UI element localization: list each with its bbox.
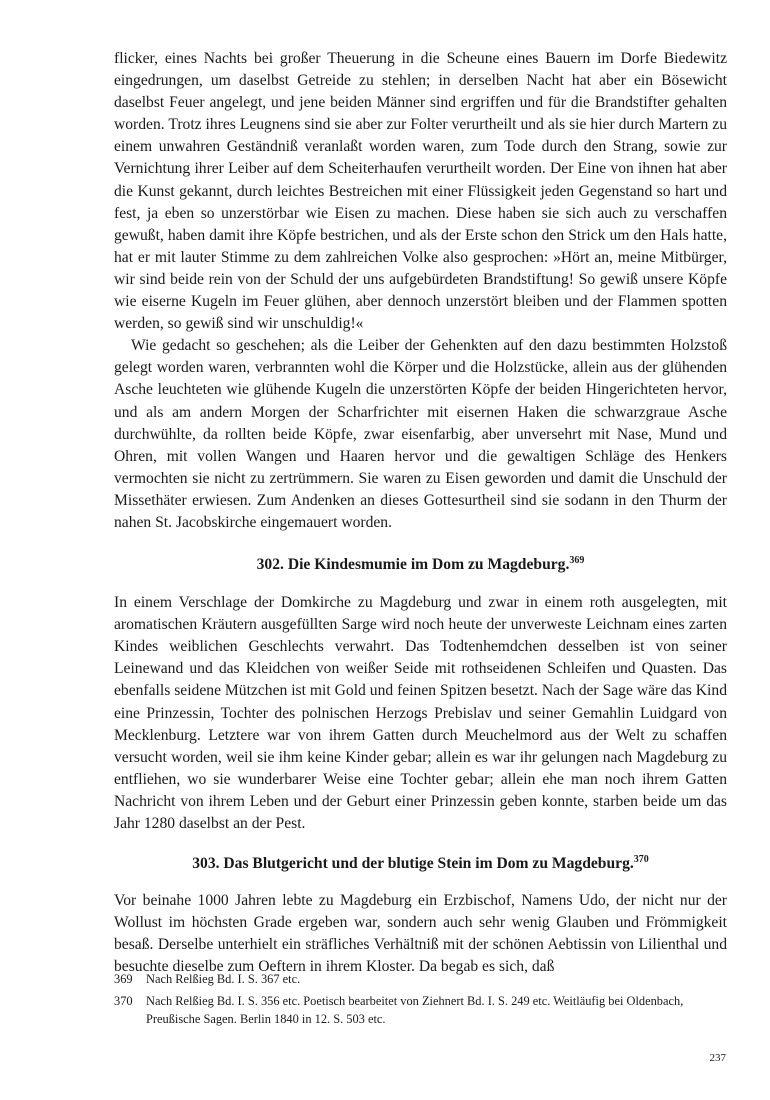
- paragraph-continuation: flicker, eines Nachts bei großer Theuerung in die Scheune eines Bauern im Dorfe Biedewitz eingedrungen, um daselbst Getreide zu stehlen; in derselben Nacht hat aber ein Bösewicht daselbst Feuer angelegt, und jene beiden Männer sind ergriffen und für die Brandstifter gehalten worden. Trotz ihres Leugnens sind sie aber zur Folter verurtheilt und als sie hier durch Martern zu einem unwahren Geständniß veranlaßt worden waren, zum Tode durch den Strang, sowie zur Vernichtung ihrer Leiber auf dem Scheiterhaufen verurtheilt worden. Der Eine von ihnen hat aber die Kunst gekannt, durch leichtes Bestreichen mit einer Flüssigkeit jeden Gegenstand so hart und fest, ja eben so unzerstörbar wie Eisen zu machen. Diese haben sie sich auch zu verschaffen gewußt, haben damit ihre Köpfe bestrichen, und als der Erste schon den Strick um den Hals hatte, hat er mit lauter Stimme zu dem zahlreichen Volke also gesprochen: »Hört an, meine Mitbürger, wir sind beide rein von der Schuld der uns aufgebürdeten Brandstiftung! So gewiß unsere Köpfe wie eiserne Kugeln im Feuer glühen, aber dennoch unzerstört bleiben und der Flammen spotten werden, so gewiß sind wir unschuldig!«: [114, 50, 727, 333]
- footnote-number: 369: [114, 972, 133, 986]
- section-302-title: 302. Die Kindesmumie im Dom zu Magdeburg.: [256, 556, 570, 574]
- section-302-text: In einem Verschlage der Domkirche zu Magdeburg und zwar in einem roth ausgelegten, mit aromatischen Kräutern ausgefüllten Sarge wird noch heute der unverweste Leichnam eines zarten Kindes weiblichen Geschlechts verwahrt. Das Todtenhemdchen desselben ist von seiner Leinewand und das Kleidchen von weißer Seide mit rothseidenen Schleifen und Quasten. Das ebenfalls seidene Mützchen ist mit Gold und feinen Spitzen besetzt. Nach der Sage wäre das Kind eine Prinzessin, Tochter des polnischen Herzogs Prebislav und seiner Gemahlin Luidgard von Mecklenburg. Letztere war von ihrem Gatten durch Meuchelmord aus der Welt zu schaffen versucht worden, weil sie ihm keine Kinder gebar; allein es war ihr gelungen nach Magdeburg zu entfliehen, wo sie wunderbarer Weise eine Tochter gebar; allein ehe man noch ihrem Gatten Nachricht von ihrem Leben und der Geburt einer Prinzessin geben konnte, starben beide um das Jahr 1280 daselbst an der Pest.: [114, 594, 727, 832]
- section-303-heading: [114, 853, 727, 875]
- footnote-370: [114, 992, 727, 1028]
- footnote-number: 370: [114, 994, 133, 1008]
- section-303-text: Vor beinahe 1000 Jahren lebte zu Magdeburg ein Erzbischof, Namens Udo, der nicht nur der Wollust im höchsten Grade ergeben war, sondern auch sehr wenig Glauben und Frömmigkeit besaß. Derselbe unterhielt ein sträfliches Verhältniß mit der schönen Aebtissin von Lilienthal und besuchte dieselbe zum Oeftern in ihrem Kloster. Da begab es sich, daß: [114, 892, 727, 976]
- footnote-ref-369[interactable]: 369: [569, 555, 585, 567]
- page-number: 237: [709, 1052, 726, 1064]
- page-body: [114, 48, 727, 978]
- footnote-369: [114, 970, 727, 988]
- paragraph-gottesurtheil: Wie gedacht so geschehen; als die Leiber der Gehenkten auf den dazu bestimmten Holzstoß gelegt worden waren, verbrannten wohl die Körper und die Holzstücke, allein aus der glühenden Asche leuchteten wie glühende Kugeln die unzerstörten Köpfe der beiden Hingerichteten hervor, und als am andern Morgen der Scharfrichter mit eisernen Haken die schwarzgraue Asche durchwühlte, da rollten beide Köpfe, zwar eisenfarbig, aber unversehrt mit Nase, Mund und Ohren, mit vollen Wangen und Haaren hervor und die gewaltigen Schläge des Henkers vermochten sie nicht zu zertrümmern. Sie waren zu Eisen geworden und damit die Unschuld der Missethäter erwiesen. Zum Andenken an dieses Gottesurtheil sind sie sodann in den Thurm der nahen St. Jacobskirche eingemauert worden.: [114, 337, 727, 531]
- footnotes: [114, 970, 727, 1032]
- section-302-heading: [114, 554, 727, 576]
- footnote-text: Nach Relßieg Bd. I. S. 367 etc.: [146, 972, 301, 986]
- section-303-title: 303. Das Blutgericht und der blutige Stein im Dom zu Magdeburg.: [192, 855, 634, 873]
- footnote-ref-370[interactable]: 370: [633, 854, 649, 866]
- footnote-text: Nach Relßieg Bd. I. S. 356 etc. Poetisch bearbeitet von Ziehnert Bd. I. S. 249 etc. Weitläufig bei Oldenbach, Preußische Sagen. Berlin 1840 in 12. S. 503 etc.: [146, 994, 684, 1026]
